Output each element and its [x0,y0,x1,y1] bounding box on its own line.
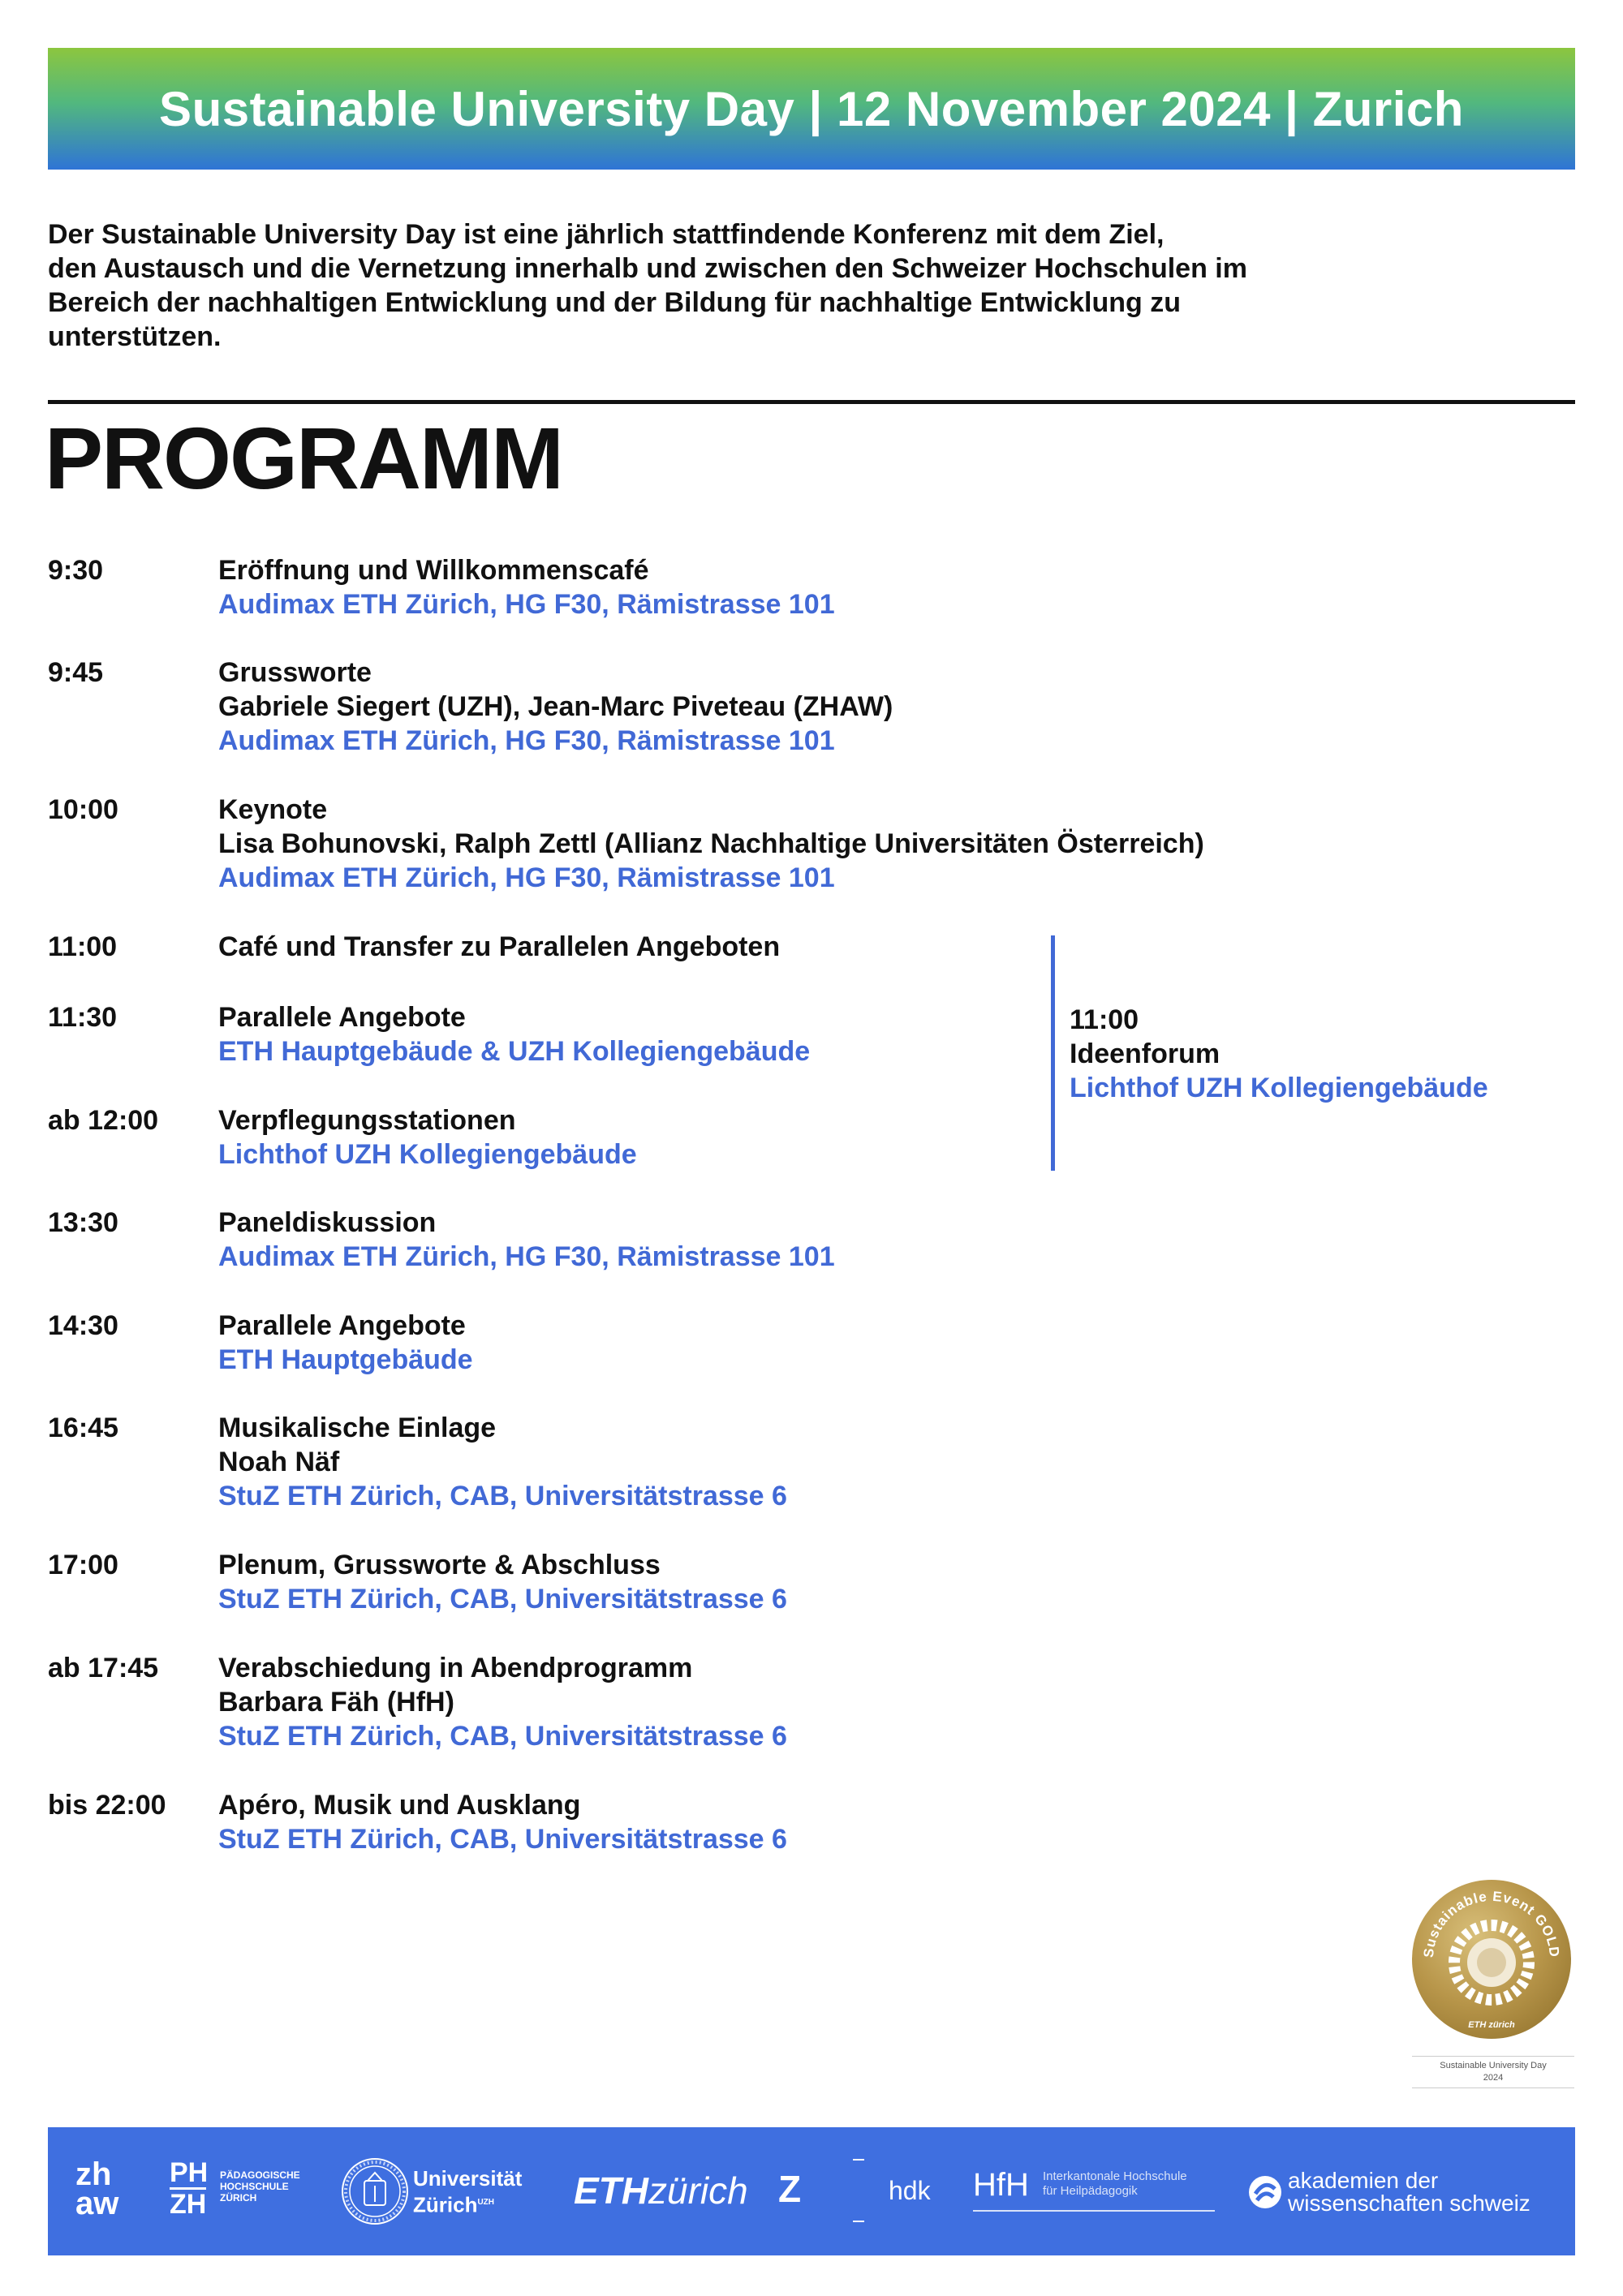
intro-line: Bereich der nachhaltigen Entwicklung und der Bildung für nachhaltige Entwicklung zu [48,287,1182,318]
entry-location: Audimax ETH Zürich, HG F30, Rämistrasse 101 [218,589,835,620]
entry-time: ab 17:45 [48,1653,159,1683]
entry-title: Paneldiskussion [218,1207,437,1238]
entry-speakers: Lisa Bohunovski, Ralph Zettl (Allianz Nachhaltige Universitäten Österreich) [218,828,1204,859]
hfh-text-line: für Heilpädagogik [1043,2184,1138,2198]
akademien-logo-text [1288,2169,1530,2215]
zhaw-logo-line: aw [75,2186,119,2221]
entry-speakers: Noah Näf [218,1447,340,1477]
entry-title: Plenum, Grussworte & Abschluss [218,1550,661,1580]
entry-location: StuZ ETH Zürich, CAB, Universitätstrasse 6 [218,1721,787,1752]
intro-line: Der Sustainable University Day ist eine jährlich stattfindende Konferenz mit dem Ziel, [48,219,1165,250]
hdk-logo-text: hdk [889,2176,931,2205]
entry-location: ETH Hauptgebäude & UZH Kollegiengebäude [218,1036,811,1067]
side-event-divider [1051,935,1055,1171]
entry-title: Apéro, Musik und Ausklang [218,1790,581,1821]
seal-caption [1412,2056,1574,2088]
phzh-text-line: ZÜRICH [220,2192,257,2204]
seal-caption-title: Sustainable University Day [1440,2061,1547,2070]
sustainable-event-gold-seal [1410,1878,1573,2040]
entry-title: Eröffnung und Willkommenscafé [218,555,649,586]
zhaw-logo-line: zh [75,2156,112,2192]
side-event-title: Ideenforum [1070,1038,1220,1069]
entry-time: 11:00 [48,931,118,962]
entry-location: StuZ ETH Zürich, CAB, Universitätstrasse 6 [218,1481,787,1511]
entry-location: Lichthof UZH Kollegiengebäude [218,1139,637,1170]
entry-title: Grussworte [218,657,372,688]
entry-time: 14:30 [48,1310,118,1341]
uzh-name-line: Zürich [413,2192,478,2217]
seal-caption-year: 2024 [1483,2073,1504,2083]
entry-title: Verpflegungsstationen [218,1105,516,1136]
uzh-seal-icon [340,2156,410,2226]
partner-logo-footer [48,2127,1575,2255]
entry-time: 11:30 [48,1002,118,1033]
phzh-logo-text [220,2169,300,2204]
entry-location: Audimax ETH Zürich, HG F30, Rämistrasse 101 [218,725,835,756]
eth-logo-light: zürich [648,2169,748,2212]
programme-heading: PROGRAMM [45,409,562,507]
side-event-location: Lichthof UZH Kollegiengebäude [1070,1073,1488,1103]
entry-speakers: Gabriele Siegert (UZH), Jean-Marc Piveteau (ZHAW) [218,691,893,722]
entry-time: 9:45 [48,657,104,688]
page-title: Sustainable University Day | 12 November 2024 | Zurich [159,81,1464,136]
side-event [1070,1003,1488,1105]
phzh-text-line: HOCHSCHULE [220,2181,289,2192]
hfh-logo: HfH [973,2167,1029,2203]
entry-title: Parallele Angebote [218,1310,466,1341]
entry-time: 13:30 [48,1207,118,1238]
akademien-line: wissenschaften schweiz [1288,2191,1530,2216]
intro-line: unterstützen. [48,321,222,352]
zhaw-logo [75,2156,119,2221]
entry-title: Keynote [218,794,328,825]
uzh-name-line: Universität [413,2166,523,2191]
entry-location: StuZ ETH Zürich, CAB, Universitätstrasse 6 [218,1584,787,1615]
entry-title: Verabschiedung in Abendprogramm [218,1653,693,1683]
entry-location: Audimax ETH Zürich, HG F30, Rämistrasse 101 [218,862,835,893]
entry-time: 10:00 [48,794,118,825]
intro-line: den Austausch und die Vernetzung innerhalb und zwischen den Schweizer Hochschulen im [48,253,1247,284]
eth-zurich-logo [574,2169,748,2212]
entry-location: Audimax ETH Zürich, HG F30, Rämistrasse 101 [218,1241,835,1272]
entry-title: Musikalische Einlage [218,1412,497,1443]
phzh-logo-line: PH [170,2157,209,2188]
entry-title: Café und Transfer zu Parallelen Angeboten [218,931,781,962]
akademien-icon [1247,2174,1283,2210]
entry-time: 17:00 [48,1550,118,1580]
hfh-logo-text [1043,2169,1187,2199]
uzh-sup: UZH [477,2198,495,2207]
entry-time: 9:30 [48,555,104,586]
side-event-time: 11:00 [1070,1004,1139,1035]
entry-time: bis 22:00 [48,1790,166,1821]
entry-speakers: Barbara Fäh (HfH) [218,1687,454,1718]
phzh-logo-line: ZH [170,2189,207,2220]
eth-logo-bold: ETH [574,2169,648,2212]
uzh-logo-text [413,2166,522,2217]
phzh-text-line: PÄDAGOGISCHE [220,2169,300,2181]
akademien-line: akademien der [1288,2168,1439,2193]
seal-ring-text: Sustainable Event GOLD [1420,1888,1563,1958]
entry-title: Parallele Angebote [218,1002,466,1033]
phzh-logo [170,2158,208,2219]
hdk-mark-icon [853,2158,864,2223]
entry-location: ETH Hauptgebäude [218,1344,473,1375]
seal-eth-text: ETH zürich [1468,2020,1515,2030]
entry-time: 16:45 [48,1412,118,1443]
section-divider [48,400,1575,404]
zhdk-z-logo: Z [778,2168,802,2210]
intro-paragraph [48,217,1549,354]
entry-location: StuZ ETH Zürich, CAB, Universitätstrasse 6 [218,1824,787,1855]
header-banner [48,48,1575,170]
hfh-underline [973,2210,1215,2212]
hfh-text-line: Interkantonale Hochschule [1043,2169,1187,2183]
entry-time: ab 12:00 [48,1105,159,1136]
